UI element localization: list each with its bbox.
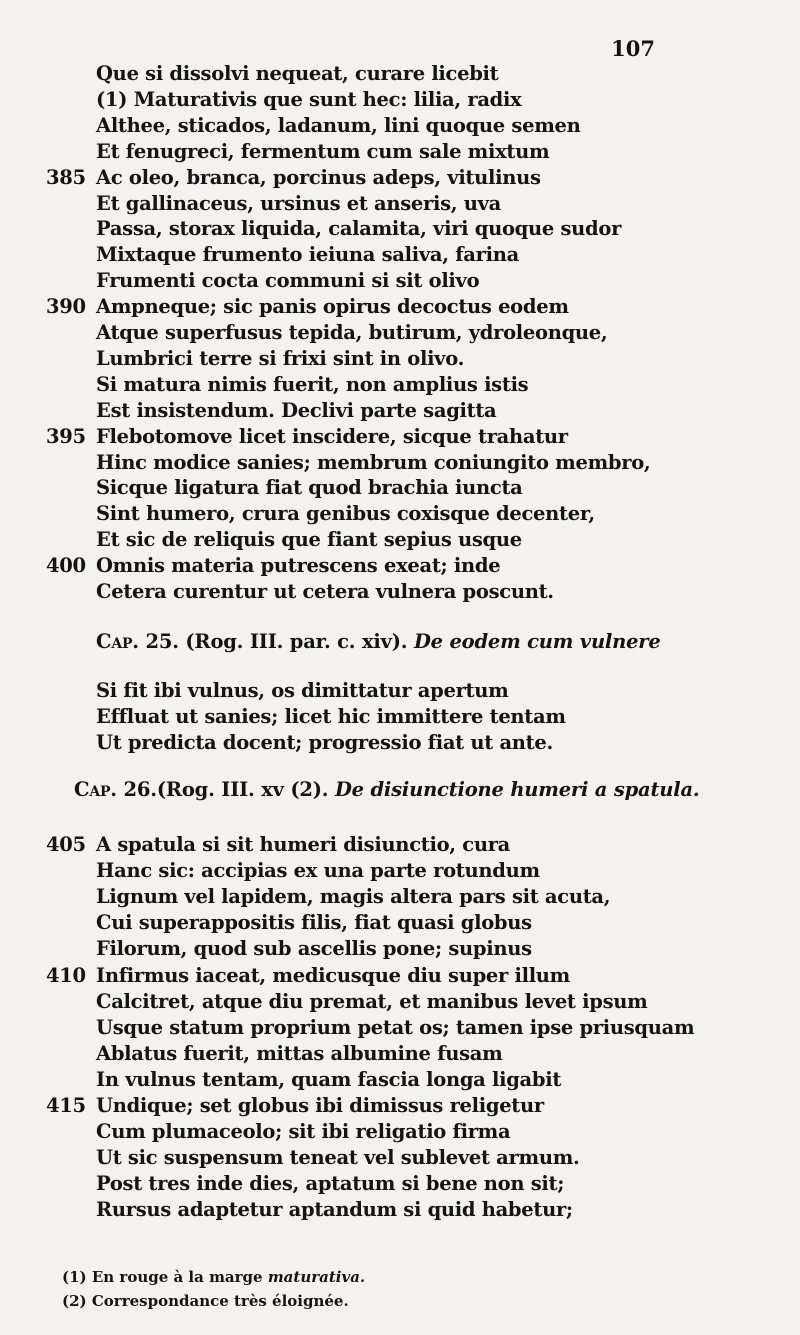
line-text: Undique; set globus ibi dimissus religetur [96,1094,544,1117]
line-text: Lumbrici terre si frixi sint in olivo. [96,346,465,370]
verse-line [0,1041,800,1067]
line-text: Et fenugreci, fermentum cum sale mixtum [96,139,550,163]
verse-line [0,704,800,730]
line-text: Que si dissolvi nequeat, curare licebit [96,62,499,85]
chapter-cap: Cap. [74,778,117,801]
verse-line [0,989,800,1015]
line-number: 395 [46,424,86,448]
line-text: Rursus adaptetur aptandum si quid habetur; [96,1198,573,1222]
verse-line [0,398,800,424]
footnote-text: (1) En rouge à la marge [62,1268,268,1286]
verse-line [0,832,800,858]
line-text: Et sic de reliquis que fiant sepius usque [96,528,522,552]
line-text: Althee, sticados, ladanum, lini quoque semen [96,113,581,137]
verse-line [0,1067,800,1093]
verse-line [0,165,800,191]
verse-line [0,139,800,165]
verse-line [0,1015,800,1041]
verse-line [0,424,800,450]
chapter-cap: Cap. [96,630,139,653]
line-text: Usque statum proprium petat os; tamen ipse priusquam [96,1015,695,1039]
chapter-ref: 25. (Rog. III. par. c. xiv). [138,630,414,653]
line-number: 405 [46,833,86,856]
line-number: 410 [46,963,86,987]
chapter-ref: 26.(Rog. III. xv (2). [116,778,335,801]
line-text: Si matura nimis fuerit, non amplius istis [96,372,529,396]
verse-line [0,475,800,501]
verse-line [0,1171,800,1197]
verse-line [0,936,800,962]
verse-line [0,963,800,989]
line-text: Ampneque; sic panis opirus decoctus eodem [96,295,569,319]
chapter-title: De eodem cum vulnere [413,630,661,653]
chapter-heading-26 [74,777,699,803]
line-text: (1) Maturativis que sunt hec: lilia, radix [96,87,522,111]
footnote-1 [62,1268,365,1286]
line-text: Filorum, quod sub ascellis pone; supinus [96,937,532,961]
line-text: Infirmus iaceat, medicusque diu super illum [96,963,571,987]
line-text: Effluat ut sanies; licet hic immittere tentam [96,704,566,728]
verse-line [0,527,800,553]
line-text: Sicque ligatura fiat quod brachia iuncta [96,476,523,500]
line-text: Flebotomove licet inscidere, sicque trahatur [96,424,568,448]
line-number: 385 [46,165,86,189]
line-text: Si fit ibi vulnus, os dimittatur apertum [96,679,509,702]
line-text: Omnis materia putrescens exeat; inde [96,554,501,578]
line-text: Ut predicta docent; progressio fiat ut ante. [96,730,553,754]
line-text: Ablatus fuerit, mittas albumine fusam [96,1041,503,1065]
verse-line [0,113,800,139]
chapter-title: De disiunctione humeri a spatula. [334,778,700,801]
verse-line [0,191,800,217]
line-number: 390 [46,295,86,319]
line-text: Ac oleo, branca, porcinus adeps, vitulinus [96,165,541,189]
line-text: A spatula si sit humeri disiunctio, cura [96,833,511,856]
line-text: Cui superappositis filis, fiat quasi globus [96,911,532,935]
verse-line [0,61,800,87]
verse-line [0,294,800,320]
verse-line [0,1197,800,1223]
line-text: Sint humero, crura genibus coxisque decenter, [96,502,595,526]
verse-line [0,1119,800,1145]
line-text: Lignum vel lapidem, magis altera pars sit acuta, [96,885,611,909]
verse-line [0,372,800,398]
line-text: Hinc modice sanies; membrum coniungito membro, [96,450,651,474]
verse-line [0,579,800,605]
verse-line [0,678,800,704]
verse-line [0,216,800,242]
verse-line [0,910,800,936]
verse-line [0,501,800,527]
footnote-2 [62,1292,349,1310]
footnote-italic: maturativa. [267,1268,366,1286]
line-text: Cetera curentur ut cetera vulnera poscunt. [96,580,554,603]
verse-line [0,858,800,884]
line-text: Mixtaque frumento ieiuna saliva, farina [96,243,519,267]
verse-line [0,346,800,372]
line-text: Et gallinaceus, ursinus et anseris, uva [96,191,502,215]
verse-line [0,242,800,268]
verse-line [0,450,800,476]
verse-line [0,87,800,113]
footnote-text: (2) Correspondance très éloignée. [62,1292,349,1310]
line-text: Frumenti cocta communi si sit olivo [96,269,480,293]
verse-line [0,730,800,756]
line-text: Est insistendum. Declivi parte sagitta [96,398,497,422]
verse-line [0,553,800,579]
verse-line [0,320,800,346]
line-text: Cum plumaceolo; sit ibi religatio firma [96,1120,511,1144]
verse-line [0,268,800,294]
line-text: Hanc sic: accipias ex una parte rotundum [96,859,540,883]
line-text: Post tres inde dies, aptatum si bene non sit; [96,1172,565,1196]
line-text: In vulnus tentam, quam fascia longa ligabit [96,1067,562,1091]
line-text: Calcitret, atque diu premat, et manibus levet ipsum [96,989,648,1013]
line-text: Atque superfusus tepida, butirum, ydroleonque, [96,321,608,344]
line-text: Passa, storax liquida, calamita, viri quoque sudor [96,217,622,241]
line-number: 415 [46,1094,86,1117]
line-text: Ut sic suspensum teneat vel sublevet armum. [96,1146,580,1170]
verse-line [0,884,800,910]
chapter-heading-25 [96,629,661,655]
page-number: 107 [611,36,655,61]
verse-line [0,1093,800,1119]
line-number: 400 [46,554,86,578]
verse-line [0,1145,800,1171]
